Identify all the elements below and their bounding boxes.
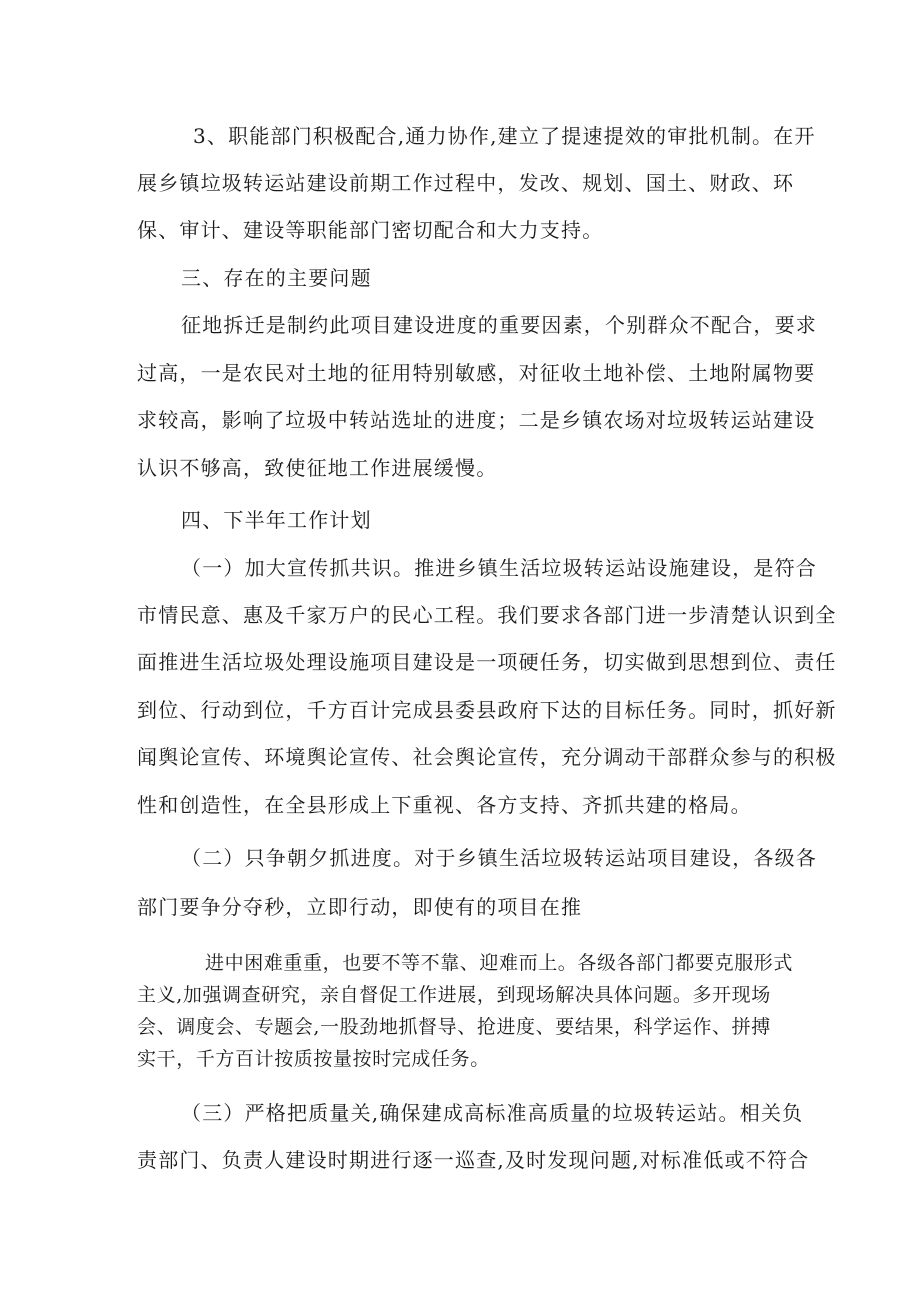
paragraph-line: 进中困难重重，也要不等不靠、迎难而上。各级各部门都要克服形式 [205,952,794,974]
paragraph-line: 性和创造性，在全县形成上下重视、各方支持、齐抓共建的格局。 [137,793,752,817]
paragraph-line: 求较高，影响了垃圾中转站选址的进度；二是乡镇农场对垃圾转运站建设 [137,408,816,432]
paragraph-line: （二）只争朝夕抓进度。对于乡镇生活垃圾转运站项目建设，各级各 [181,846,817,870]
paragraph-line: 市情民意、惠及千家万户的民心工程。我们要求各部门进一步清楚认识到全 [137,603,837,627]
section-heading: 四、下半年工作计划 [181,508,372,532]
paragraph-line: 责部门、负责人建设时期进行逐一巡查,及时发现问题,对标准低或不符合 [137,1148,810,1172]
paragraph-line: 认识不够高，致使征地工作进展缓慢。 [137,456,498,480]
paragraph-line: 部门要争分夺秒，立即行动，即使有的项目在推 [137,895,583,919]
paragraph-line: 到位、行动到位，千方百计完成县委县政府下达的目标任务。同时，抓好新 [137,698,837,722]
paragraph-line: 实干，千方百计按质按量按时完成任务。 [137,1048,490,1070]
paragraph-line: 闻舆论宣传、环境舆论宣传、社会舆论宣传，充分调动干部群众参与的积极 [137,745,837,769]
paragraph-line: 征地拆迁是制约此项目建设进度的重要因素，个别群众不配合，要求 [181,313,817,337]
paragraph-line: 会、调度会、专题会,一股劲地抓督导、抢进度、要结果，科学运作、拼搏 [137,1016,771,1038]
paragraph-line: 保、审计、建设等职能部门密切配合和大力支持。 [137,218,604,242]
section-heading: 三、存在的主要问题 [181,266,372,290]
paragraph-line: 过高，一是农民对土地的征用特别敏感，对征收土地补偿、土地附属物要 [137,361,816,385]
paragraph-line: 面推进生活垃圾处理设施项目建设是一项硬任务，切实做到思想到位、责任 [137,650,837,674]
paragraph-line: 展乡镇垃圾转运站建设前期工作过程中，发改、规划、国土、财政、环 [137,171,795,195]
paragraph-line: 3、职能部门积极配合,通力协作,建立了提速提效的审批机制。在开 [193,124,816,148]
paragraph-line: （三）严格把质量关,确保建成高标准高质量的垃圾转运站。相关负 [181,1101,804,1125]
paragraph-line: （一）加大宣传抓共识。推进乡镇生活垃圾转运站设施建设，是符合 [181,556,817,580]
paragraph-line: 主义,加强调查研究，亲自督促工作进展，到现场解决具体问题。多开现场 [137,984,771,1006]
